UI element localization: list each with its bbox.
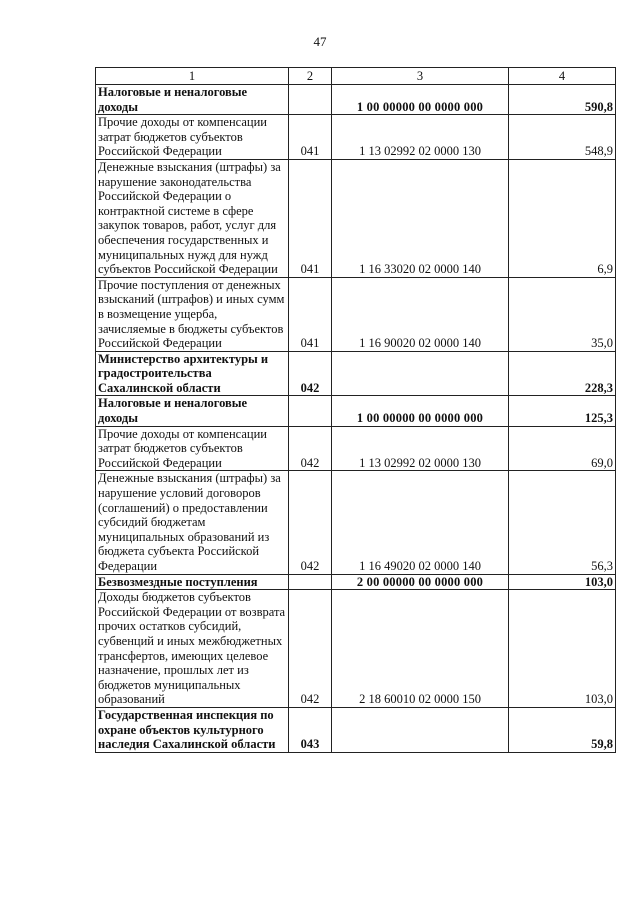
- amount-cell: 56,3: [509, 471, 616, 574]
- budget-code-cell: 1 16 33020 02 0000 140: [332, 159, 509, 277]
- budget-code-cell: 1 13 02992 02 0000 130: [332, 115, 509, 160]
- table-row: [96, 471, 616, 574]
- table-row: [96, 115, 616, 160]
- name-cell: Прочие доходы от компенсации затрат бюджетов субъектов Российской Федерации: [96, 115, 289, 160]
- budget-code-cell: [332, 351, 509, 396]
- admin-code-cell: [289, 396, 332, 426]
- amount-cell: 59,8: [509, 707, 616, 752]
- name-cell: Налоговые и неналоговые доходы: [96, 396, 289, 426]
- budget-code-cell: 1 16 49020 02 0000 140: [332, 471, 509, 574]
- name-cell: Доходы бюджетов субъектов Российской Федерации от возврата прочих остатков субсидий, субвенций и иных межбюджетных трансфертов, имеющих целевое назначение, прошлых лет из бюджетов муниципальных образований: [96, 590, 289, 708]
- name-cell: Денежные взыскания (штрафы) за нарушение условий договоров (соглашений) о предоставлении субсидий бюджетам муниципальных образований из бюджета субъекта Российской Федерации: [96, 471, 289, 574]
- revenue-table: [95, 67, 616, 753]
- table-header-row: [96, 68, 616, 85]
- name-cell: Прочие поступления от денежных взысканий (штрафов) и иных сумм в возмещение ущерба, зачисляемые в бюджеты субъектов Российской Федерации: [96, 277, 289, 351]
- amount-cell: 35,0: [509, 277, 616, 351]
- admin-code-cell: 041: [289, 159, 332, 277]
- page-number: 47: [313, 34, 327, 49]
- table-row: [96, 351, 616, 396]
- amount-cell: 125,3: [509, 396, 616, 426]
- budget-code-cell: [332, 707, 509, 752]
- amount-cell: 6,9: [509, 159, 616, 277]
- amount-cell: 228,3: [509, 351, 616, 396]
- budget-code-cell: 1 00 00000 00 0000 000: [332, 85, 509, 115]
- name-cell: Прочие доходы от компенсации затрат бюджетов субъектов Российской Федерации: [96, 426, 289, 471]
- budget-code-cell: 1 16 90020 02 0000 140: [332, 277, 509, 351]
- name-cell: Налоговые и неналоговые доходы: [96, 85, 289, 115]
- amount-cell: 103,0: [509, 590, 616, 708]
- budget-code-cell: 1 00 00000 00 0000 000: [332, 396, 509, 426]
- admin-code-cell: [289, 574, 332, 590]
- admin-code-cell: 042: [289, 426, 332, 471]
- column-header: 4: [509, 68, 616, 85]
- admin-code-cell: 042: [289, 590, 332, 708]
- amount-cell: 590,8: [509, 85, 616, 115]
- admin-code-cell: 043: [289, 707, 332, 752]
- admin-code-cell: 041: [289, 277, 332, 351]
- amount-cell: 548,9: [509, 115, 616, 160]
- admin-code-cell: 041: [289, 115, 332, 160]
- column-header: 1: [96, 68, 289, 85]
- budget-code-cell: 2 00 00000 00 0000 000: [332, 574, 509, 590]
- name-cell: Министерство архитектуры и градостроительства Сахалинской области: [96, 351, 289, 396]
- table-row: [96, 277, 616, 351]
- table-row: [96, 159, 616, 277]
- admin-code-cell: 042: [289, 351, 332, 396]
- name-cell: Безвозмездные поступления: [96, 574, 289, 590]
- table-row: [96, 426, 616, 471]
- table-row: [96, 574, 616, 590]
- column-header: 2: [289, 68, 332, 85]
- admin-code-cell: 042: [289, 471, 332, 574]
- admin-code-cell: [289, 85, 332, 115]
- table-row: [96, 85, 616, 115]
- amount-cell: 103,0: [509, 574, 616, 590]
- budget-code-cell: 1 13 02992 02 0000 130: [332, 426, 509, 471]
- column-header: 3: [332, 68, 509, 85]
- name-cell: Денежные взыскания (штрафы) за нарушение законодательства Российской Федерации о контрактной системе в сфере закупок товаров, работ, услуг для обеспечения государственных и муниципальных нужд для нужд субъектов Российской Федерации: [96, 159, 289, 277]
- table-row: [96, 396, 616, 426]
- amount-cell: 69,0: [509, 426, 616, 471]
- table-row: [96, 707, 616, 752]
- budget-code-cell: 2 18 60010 02 0000 150: [332, 590, 509, 708]
- name-cell: Государственная инспекция по охране объектов культурного наследия Сахалинской области: [96, 707, 289, 752]
- table-row: [96, 590, 616, 708]
